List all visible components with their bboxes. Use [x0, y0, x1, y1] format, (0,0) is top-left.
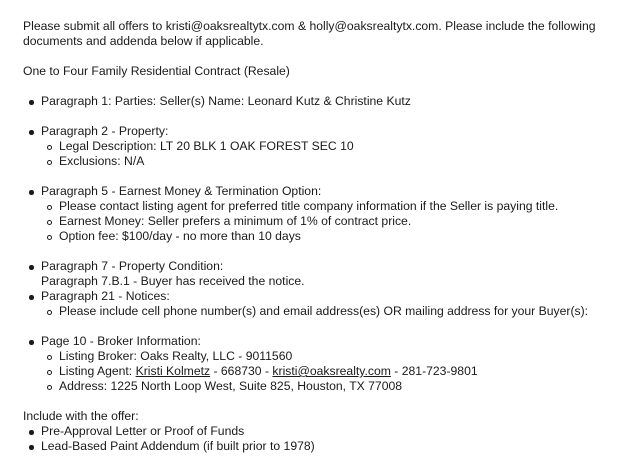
paragraph-list — [23, 334, 620, 394]
spacer — [23, 49, 620, 64]
exclusions: Exclusions: N/A — [41, 154, 620, 169]
paragraph-21-item — [23, 289, 620, 319]
paragraph-1-item: Paragraph 1: Parties: Seller(s) Name: Leonard Kutz & Christine Kutz — [23, 94, 620, 109]
paragraph-21-sublist — [41, 304, 620, 319]
include-heading: Include with the offer: — [23, 409, 139, 423]
page-10-sublist — [41, 349, 620, 394]
intro-line-2: documents and addenda below if applicable. — [23, 34, 264, 48]
paragraph-list — [23, 94, 620, 109]
paragraph-list — [23, 184, 620, 244]
paragraph-21-heading: Paragraph 21 - Notices: — [41, 289, 170, 303]
agent-email-link[interactable]: kristi@oaksrealty.com — [272, 364, 391, 378]
spacer — [23, 169, 620, 184]
agent-name-link[interactable]: Kristi Kolmetz — [135, 364, 211, 378]
agent-address: Address: 1225 North Loop West, Suite 825, Houston, TX 77008 — [41, 379, 620, 394]
spacer — [23, 244, 620, 259]
paragraph-5-item — [23, 184, 620, 244]
listing-agent-prefix: Listing Agent: — [59, 364, 136, 378]
intro-line-1: Please submit all offers to kristi@oaksrealtytx.com & holly@oaksrealtytx.com. Please include the following — [23, 19, 596, 33]
agent-license: - 668730 - — [210, 364, 273, 378]
paragraph-7-heading: Paragraph 7 - Property Condition: — [41, 259, 224, 273]
earnest-money: Earnest Money: Seller prefers a minimum of 1% of contract price. — [41, 214, 620, 229]
spacer — [23, 319, 620, 334]
include-item: Pre-Approval Letter or Proof of Funds — [23, 424, 620, 439]
agent-phone: - 281-723-9801 — [390, 364, 478, 378]
paragraph-7-note: Paragraph 7.B.1 - Buyer has received the notice. — [41, 274, 305, 288]
include-item: Lead-Based Paint Addendum (if built prior to 1978) — [23, 439, 620, 454]
listing-agent — [41, 364, 620, 379]
page-10-item — [23, 334, 620, 394]
contract-title: One to Four Family Residential Contract (Resale) — [23, 64, 290, 78]
option-fee: Option fee: $100/day - no more than 10 days — [41, 229, 620, 244]
paragraph-2-sublist — [41, 139, 620, 169]
notices-note: Please include cell phone number(s) and email address(es) OR mailing address for your Buyer(s): — [41, 304, 620, 319]
paragraph-2-item — [23, 124, 620, 169]
paragraph-2-heading: Paragraph 2 - Property: — [41, 124, 169, 138]
paragraph-5-sublist — [41, 199, 620, 244]
include-list — [23, 424, 620, 454]
paragraph-7-item — [23, 259, 620, 289]
legal-description: Legal Description: LT 20 BLK 1 OAK FOREST SEC 10 — [41, 139, 620, 154]
spacer — [23, 394, 620, 409]
paragraph-5-heading: Paragraph 5 - Earnest Money & Termination Option: — [41, 184, 322, 198]
paragraph-list — [23, 124, 620, 169]
listing-broker: Listing Broker: Oaks Realty, LLC - 9011560 — [41, 349, 620, 364]
spacer — [23, 109, 620, 124]
spacer — [23, 79, 620, 94]
title-company-note: Please contact listing agent for preferred title company information if the Seller is paying title. — [41, 199, 620, 214]
paragraph-list — [23, 259, 620, 319]
page-10-heading: Page 10 - Broker Information: — [41, 334, 201, 348]
